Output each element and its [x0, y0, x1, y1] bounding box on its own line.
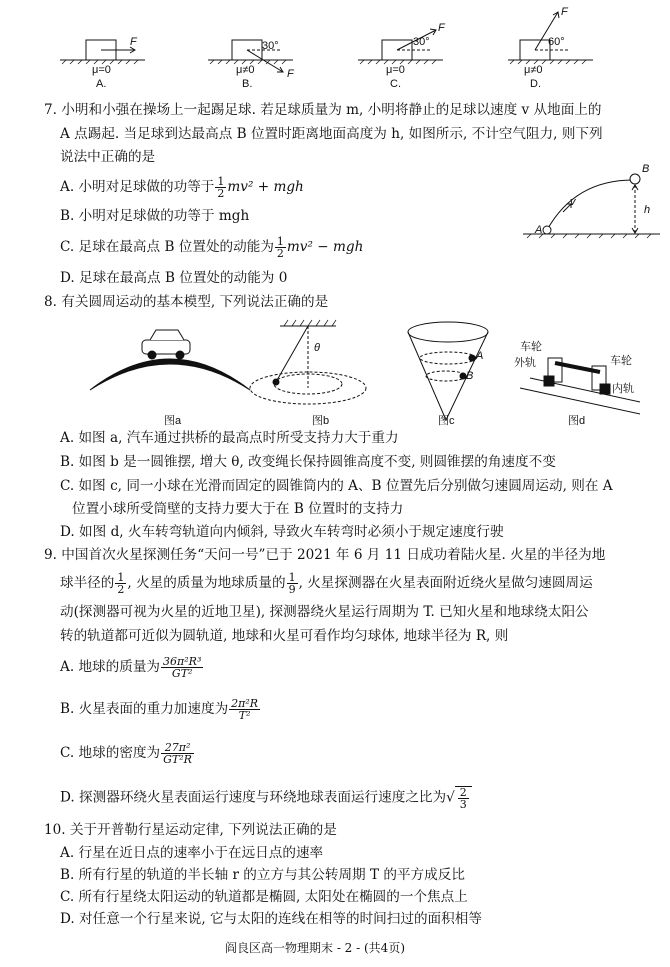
q8-fig-d-inner-rail: 内轨	[612, 383, 634, 395]
fig-d-force-label: F	[561, 6, 568, 18]
q8-option-c-line-2: 位置小球所受筒壁的支持力要大于在 B 位置时的支持力	[72, 501, 404, 517]
q7-fig-label-a: A	[535, 224, 543, 236]
q7-option-a: A. 小明对足球做的功等于 $\frac{1}{2}$ mv² + mgh	[60, 175, 304, 200]
q9-frac-mass: $\frac{1}{9}$	[288, 571, 296, 596]
q8-fig-d-outer-rail: 外轨	[514, 357, 536, 369]
fig-b-mu: μ≠0	[236, 64, 255, 76]
q7-option-c: C. 足球在最高点 B 位置处的动能为 $\frac{1}{2}$ mv² − mgh	[60, 235, 364, 260]
q9-option-b-frac: $\frac{\text{2π²R}}{\text{T²}}$	[231, 697, 259, 722]
q8-option-d: D. 如图 d, 火车转弯轨道向内倾斜, 导致火车转弯时必须小于规定速度行驶	[60, 524, 504, 540]
fig-c-caption: C.	[390, 78, 401, 90]
q8-option-b: B. 如图 b 是一圆锥摆, 增大 θ, 改变绳长保持圆锥高度不变, 则圆锥摆的角速度不变	[60, 454, 556, 470]
q8-fig-b-theta: θ	[314, 342, 320, 354]
fig-a-caption: A.	[96, 78, 107, 90]
q9-stem-line-4: 转的轨道都可近似为圆轨道, 地球和火星可看作均匀球体, 地球半径为 R, 则	[60, 628, 509, 644]
fig-b-caption: B.	[242, 78, 253, 90]
q8-option-a: A. 如图 a, 汽车通过拱桥的最高点时所受支持力大于重力	[60, 430, 399, 446]
q7-option-a-frac: $\frac{1}{2}$	[217, 175, 225, 200]
q10-option-b: B. 所有行星的轨道的半长轴 r 的立方与其公转周期 T 的平方成反比	[60, 867, 465, 883]
q10-option-a: A. 行星在近日点的速率小于在远日点的速率	[60, 845, 324, 861]
q9-option-a: A. 地球的质量为 $\frac{\text{36π²R³}}{\text{GT²}}$	[60, 655, 202, 680]
q7-option-d: D. 足球在最高点 B 位置处的动能为 0	[60, 270, 288, 286]
page-footer: 阎良区高一物理期末 - 2 - (共4页)	[225, 941, 406, 955]
q8-fig-d-caption: 图d	[568, 415, 586, 427]
q10-option-d: D. 对任意一个行星来说, 它与太阳的连线在相等的时间扫过的面积相等	[60, 911, 482, 927]
q8-fig-c-label-b: B	[466, 370, 474, 382]
q8-fig-c-label-a: A	[476, 350, 484, 362]
q7-option-c-frac: $\frac{1}{2}$	[276, 235, 284, 260]
q7-option-b: B. 小明对足球做的功等于 mgh	[60, 208, 250, 224]
q8-option-c-line-1: C. 如图 c, 同一小球在光滑而固定的圆锥筒内的 A、B 位置先后分别做匀速圆周运动, 则在 A	[60, 478, 613, 494]
q8-fig-c-caption: 图c	[438, 415, 455, 427]
q9-frac-radius: $\frac{1}{2}$	[117, 571, 125, 596]
q8-fig-a-caption: 图a	[164, 415, 182, 427]
q10-stem: 10. 关于开普勒行星运动定律, 下列说法正确的是	[44, 822, 337, 838]
fig-d-caption: D.	[530, 78, 541, 90]
q9-option-c-frac: $\frac{\text{27π²}}{\text{GT²R}}$	[163, 741, 192, 766]
q9-stem-line-1: 9. 中国首次火星探测任务“天问一号”已于 2021 年 6 月 11 日成功着陆火星. 火星的半径为地	[44, 547, 606, 563]
q10-option-c: C. 所有行星绕太阳运动的轨道都是椭圆, 太阳处在椭圆的一个焦点上	[60, 889, 468, 905]
q8-stem: 8. 有关圆周运动的基本模型, 下列说法正确的是	[44, 294, 329, 310]
q7-fig-label-h: h	[644, 204, 651, 216]
q9-stem-line-2: 球半径的 $\frac{1}{2}$ , 火星的质量为地球质量的 $\frac{1}{9}$ , 火星探测器在火星表面附近绕火星做匀速圆周运	[60, 571, 593, 596]
q7-fig-label-b: B	[642, 163, 650, 175]
q7-stem-line-2: A 点踢起. 当足球到达最高点 B 位置时距离地面高度为 h, 如图所示, 不计空气阻力, 则下列	[60, 126, 603, 142]
q7-fig-label-v: v	[570, 196, 576, 208]
q9-option-d-frac: $\frac{2}{3}$	[459, 786, 467, 811]
q9-option-a-frac: $\frac{\text{36π²R³}}{\text{GT²}}$	[163, 655, 202, 680]
fig-b-angle: 30°	[262, 40, 279, 52]
q9-stem-line-3: 动(探测器可视为火星的近地卫星), 探测器绕火星运行周期为 T. 已知火星和地球绕太阳公	[60, 604, 589, 620]
q7-stem-line-1: 7. 小明和小强在操场上一起踢足球. 若足球质量为 m, 小明将静止的足球以速度 v 从地面上的	[44, 102, 602, 118]
fig-d-angle: 60°	[548, 36, 565, 48]
fig-a-mu: μ=0	[92, 64, 111, 76]
fig-a-force-label: F	[130, 36, 137, 48]
q7-stem-line-3: 说法中正确的是	[60, 149, 156, 165]
q9-option-b: B. 火星表面的重力加速度为 $\frac{\text{2π²R}}{\text{T²}}$	[60, 697, 259, 722]
q8-fig-b-caption: 图b	[312, 415, 330, 427]
fig-c-force-label: F	[438, 22, 445, 34]
q9-option-d: D. 探测器环绕火星表面运行速度与环绕地球表面运行速度之比为√ $\frac{2}{3}$	[60, 786, 472, 810]
q8-fig-d-wheel-left: 车轮	[520, 341, 542, 353]
q9-option-c: C. 地球的密度为 $\frac{\text{27π²}}{\text{GT²R}}$	[60, 741, 192, 766]
fig-d-mu: μ≠0	[524, 64, 543, 76]
fig-b-force-label: F	[287, 68, 294, 80]
fig-c-angle: 30°	[413, 36, 430, 48]
q8-fig-d-wheel-right: 车轮	[610, 355, 632, 367]
fig-c-mu: μ=0	[386, 64, 405, 76]
